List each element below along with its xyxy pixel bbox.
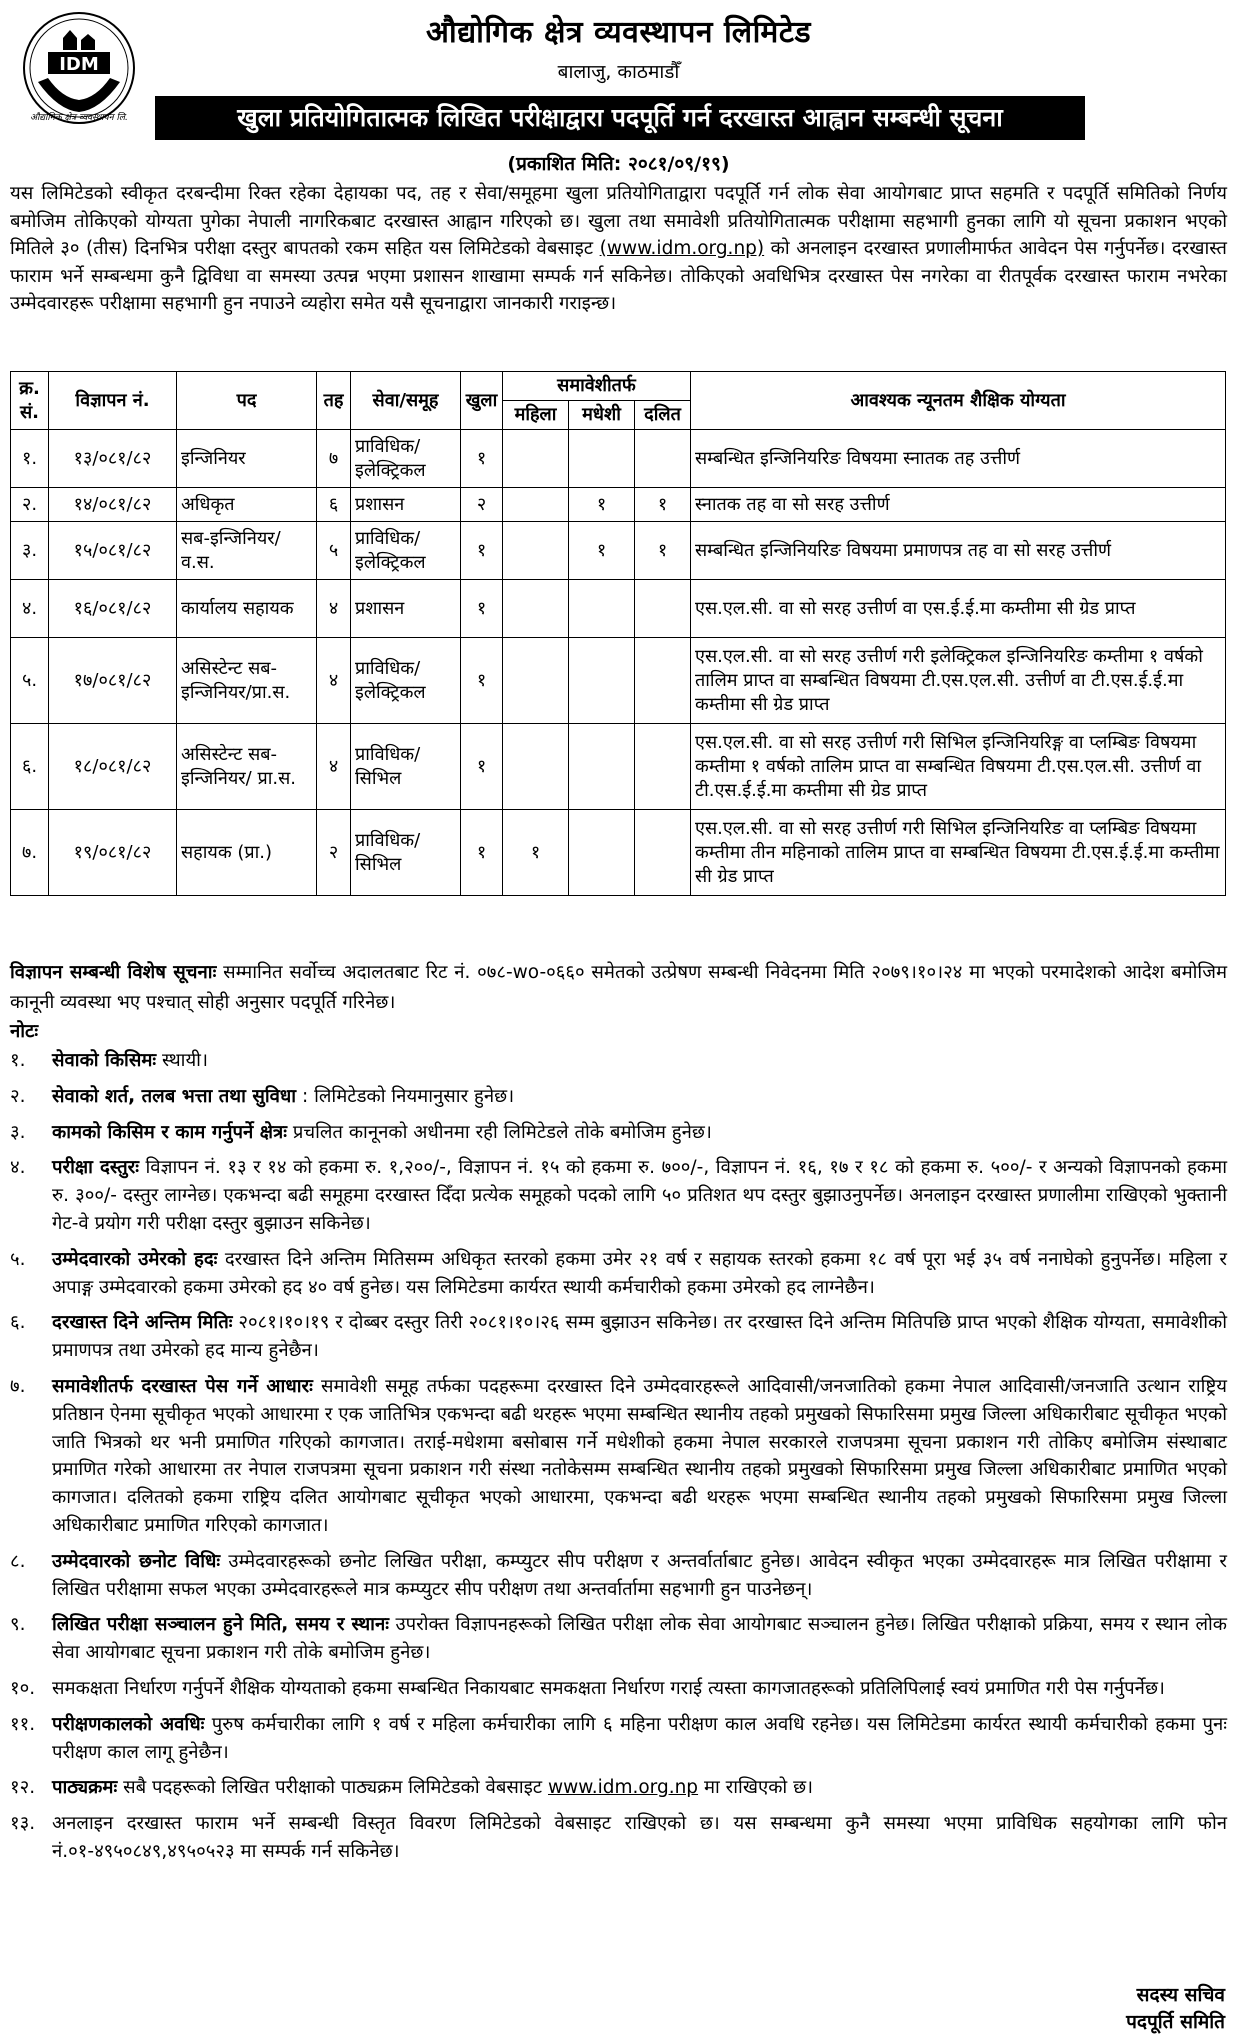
cell-sn: ५.	[11, 638, 49, 724]
syllabus-link[interactable]: www.idm.org.np	[548, 1777, 699, 1799]
intro-text-2: को अनलाइन दरखास्त प्रणालीमार्फत आवेदन पेस गर्नुपर्नेछ। दरखास्त फाराम भर्ने सम्बन्धमा कुनै द्विविधा वा समस्या उत्पन्न भएमा प्रशासन शाखामा सम्पर्क गर्न सकिनेछ। तोकिएको अवधिभित्र दरखास्त पेस नगरेका वा रीतपूर्वक दरखास्त फाराम नभरेका उम्मेदवारहरू परीक्षामा सहभागी हुन नपाउने व्यहोरा समेत यसै सूचनाद्वारा जानकारी गराइन्छ।	[10, 238, 1227, 315]
note-label: सेवाको किसिमः	[52, 1050, 157, 1071]
cell-qualification: सम्बन्धित इन्जिनियरिङ विषयमा स्नातक तह उत्तीर्ण	[691, 430, 1226, 488]
cell-open: १	[461, 638, 503, 724]
note-text: समावेशी समूह तर्फका पदहरूमा दरखास्त दिने उम्मेदवारहरूले आदिवासी/जनजातिको हकमा नेपाल आदिवासी/जनजाति उत्थान राष्ट्रिय प्रतिष्ठान ऐनमा सूचीकृत भएको आधारमा र एक जातिभित्र एकभन्दा बढी थरहरू भएमा सम्बन्धित स्थानीय तहको प्रमुखको सिफारिसमा प्रमुख जिल्ला अधिकारीबाट सूचीकृत भएको जाति भित्रको थर भनी प्रमाणित गरिएको कागजात। तराई-मधेशमा बसोबास गर्ने मधेशीको हकमा नेपाल सरकारले राजपत्रमा सूचना प्रकाशन गरी तोकिए बमोजिम संस्थाबाट प्रमाणित गरेको आधारमा तर नेपाल राजपत्रमा सूचना प्रकाशन गरी संस्था नतोकेसम्म सम्बन्धित स्थानीय तहको प्रमुखको सिफारिसमा प्रमुख जिल्ला अधिकारीबाट प्रमाणित भएको कागजात। दलितको हकमा राष्ट्रिय दलित आयोगबाट सूचीकृत भएको आधारमा, एकभन्दा बढी थरहरू भएमा सम्बन्धित स्थानीय तहको प्रमुखको सिफारिसमा प्रमुख जिल्ला अधिकारीबाट प्रमाणित गरिएको कागजात।	[52, 1375, 1227, 1536]
cell-open: १	[461, 430, 503, 488]
note-number: ५.	[10, 1248, 26, 1270]
note-label: परीक्षा दस्तुरः	[52, 1157, 139, 1179]
signature-block	[1126, 1982, 1225, 2036]
list-item	[10, 1810, 1227, 1866]
note-number: १२.	[10, 1777, 36, 1799]
cell-level: ७	[317, 430, 351, 488]
cell-sn: १.	[11, 430, 49, 488]
note-text: उम्मेदवारहरूको छनोट लिखित परीक्षा, कम्प्युटर सीप परीक्षण र अन्तर्वार्ताबाट हुनेछ। आवेदन स्वीकृत भएका उम्मेदवारहरू मात्र लिखित परीक्षामा र लिखित परीक्षामा सफल भएका उम्मेदवारहरूले मात्र कम्प्युटर सीप परीक्षण तथा अन्तर्वार्तामा सहभागी हुन पाउनेछन्।	[52, 1550, 1227, 1600]
header-madhesi: मधेशी	[569, 401, 635, 430]
cell-sn: ७.	[11, 810, 49, 896]
note-text: स्थायी।	[156, 1050, 208, 1071]
cell-sn: ४.	[11, 580, 49, 638]
cell-ad-no: १६/०८१/८२	[49, 580, 177, 638]
cell-madhesi	[569, 810, 635, 896]
note-number: ६.	[10, 1312, 26, 1334]
note-number: १३.	[10, 1813, 36, 1835]
special-notice-label: विज्ञापन सम्बन्धी विशेष सूचनाः	[10, 962, 217, 983]
publish-date: (प्रकाशित मिति: २०८१/०९/१९)	[507, 153, 730, 175]
list-item	[10, 1154, 1227, 1237]
list-item	[10, 1246, 1227, 1302]
cell-open: २	[461, 488, 503, 522]
cell-ad-no: १५/०८१/८२	[49, 522, 177, 580]
table-row	[11, 488, 1226, 522]
cell-post: इन्जिनियर	[177, 430, 317, 488]
note-text-end: मा राखिएको छ।	[698, 1777, 814, 1799]
note-number: ११.	[10, 1713, 36, 1735]
note-label: उम्मेदवारको छनोट विधिः	[52, 1550, 221, 1572]
notes-list	[10, 1047, 1227, 1874]
note-number: ७.	[10, 1375, 26, 1397]
note-text: २०८१।१०।१९ र दोब्बर दस्तुर तिरी २०८१।१०।२६ सम्म बुझाउन सकिनेछ। तर दरखास्त दिने अन्तिम मितिपछि प्राप्त भएको शैक्षिक योग्यता, समावेशीको प्रमाणपत्र तथा उमेरको हद मान्य हुनेछैन।	[52, 1312, 1227, 1362]
cell-women: १	[503, 810, 569, 896]
table-row	[11, 724, 1226, 810]
cell-ad-no: १९/०८१/८२	[49, 810, 177, 896]
cell-ad-no: १७/०८१/८२	[49, 638, 177, 724]
note-text: अनलाइन दरखास्त फाराम भर्ने सम्बन्धी विस्तृत विवरण लिमिटेडको वेबसाइट राखिएको छ। यस सम्बन्धमा कुनै समस्या भएमा प्राविधिक सहयोगका लागि फोन नं.०१-४९५०८४९,४९५०५२३ मा सम्पर्क गर्न सकिनेछ।	[52, 1813, 1227, 1862]
org-address: बालाजु, काठमाडौँ	[557, 61, 680, 83]
table-row	[11, 638, 1226, 724]
table-row	[11, 810, 1226, 896]
cell-level: ४	[317, 580, 351, 638]
header-post: पद	[177, 372, 317, 430]
cell-madhesi	[569, 580, 635, 638]
note-text: सबै पदहरूको लिखित परीक्षाको पाठ्यक्रम लिमिटेडको वेबसाइट	[117, 1777, 548, 1799]
table-row	[11, 580, 1226, 638]
cell-dalit	[635, 724, 691, 810]
cell-post: असिस्टेन्ट सब-इन्जिनियर/ प्रा.स.	[177, 724, 317, 810]
cell-ad-no: १३/०८१/८२	[49, 430, 177, 488]
list-item	[10, 1611, 1227, 1667]
cell-post: सहायक (प्रा.)	[177, 810, 317, 896]
cell-ad-no: १४/०८१/८२	[49, 488, 177, 522]
note-label: उम्मेदवारको उमेरको हदः	[52, 1248, 218, 1270]
signature-title: सदस्य सचिव	[1136, 1984, 1225, 2006]
list-item	[10, 1373, 1227, 1540]
logo-text: IDM	[59, 54, 99, 75]
note-label: सेवाको शर्त, तलब भत्ता तथा सुविधा	[52, 1085, 297, 1107]
cell-dalit: १	[635, 488, 691, 522]
cell-post: कार्यालय सहायक	[177, 580, 317, 638]
header-dalit: दलित	[635, 401, 691, 430]
cell-qualification: सम्बन्धित इन्जिनियरिङ विषयमा प्रमाणपत्र तह वा सो सरह उत्तीर्ण	[691, 522, 1226, 580]
note-number: ४.	[10, 1157, 26, 1179]
note-text: पुरुष कर्मचारीका लागि १ वर्ष र महिला कर्मचारीका लागि ६ महिना परीक्षण काल अवधि रहनेछ। यस लिमिटेडमा कार्यरत स्थायी कर्मचारीको हकमा पुनः परीक्षण काल लागू हुनेछैन।	[52, 1713, 1227, 1763]
cell-open: १	[461, 724, 503, 810]
cell-level: ४	[317, 724, 351, 810]
cell-dalit	[635, 638, 691, 724]
note-text: समकक्षता निर्धारण गर्नुपर्ने शैक्षिक योग्यताको हकमा सम्बन्धित निकायबाट समकक्षता निर्धारण गराई त्यस्ता कागजातहरूको प्रतिलिपिलाई स्वयं प्रमाणित गरी पेस गर्नुपर्नेछ।	[52, 1677, 1165, 1699]
list-item	[10, 1309, 1227, 1365]
cell-service: प्राविधिक/ इलेक्ट्रिकल	[351, 638, 461, 724]
cell-qualification: एस.एल.सी. वा सो सरह उत्तीर्ण वा एस.ई.ई.मा कम्तीमा सी ग्रेड प्राप्त	[691, 580, 1226, 638]
header-women: महिला	[503, 401, 569, 430]
vacancy-table	[10, 371, 1226, 896]
cell-open: १	[461, 810, 503, 896]
cell-women	[503, 580, 569, 638]
cell-post: असिस्टेन्ट सब-इन्जिनियर/प्रा.स.	[177, 638, 317, 724]
cell-service: प्राविधिक/ सिभिल	[351, 810, 461, 896]
note-text: प्रचलित कानूनको अधीनमा रही लिमिटेडले तोके बमोजिम हुनेछ।	[286, 1121, 712, 1143]
note-text: उपरोक्त विज्ञापनहरूको लिखित परीक्षा लोक सेवा आयोगबाट सञ्चालन हुनेछ। लिखित परीक्षाको प्रक्रिया, समय र स्थान लोक सेवा आयोगबाट सूचना प्रकाशन गरी तोके बमोजिम हुनेछ।	[52, 1614, 1228, 1664]
note-label: समावेशीतर्फ दरखास्त पेस गर्ने आधारः	[52, 1375, 313, 1397]
note-text: : लिमिटेडको नियमानुसार हुनेछ।	[296, 1085, 515, 1107]
cell-dalit	[635, 580, 691, 638]
note-label: दरखास्त दिने अन्तिम मितिः	[52, 1312, 233, 1334]
table-row	[11, 430, 1226, 488]
intro-text-1: यस लिमिटेडको स्वीकृत दरबन्दीमा रिक्त रहेका देहायका पद, तह र सेवा/समूहमा खुला प्रतियोगिताद्वारा पदपूर्ति गर्न लोक सेवा आयोगबाट प्राप्त सहमति र पदपूर्ति समितिको निर्णय बमोजिम तोकिएको योग्यता पुगेका नेपाली नागरिकबाट दरखास्त आह्वान गरिएको छ। खुला तथा समावेशी प्रतियोगितात्मक परीक्षामा सहभागी हुनका लागि यो सूचना प्रकाशन भएको मितिले ३० (तीस) दिनभित्र परीक्षा दस्तुर बापतको रकम सहित यस लिमिटेडको वेबसाइट	[10, 183, 1227, 260]
cell-qualification: एस.एल.सी. वा सो सरह उत्तीर्ण गरी इलेक्ट्रिकल इन्जिनियरिङ कम्तीमा १ वर्षको तालिम प्राप्त वा सम्बन्धित विषयमा टी.एस.एल.सी. उत्तीर्ण वा टी.एस.ई.ई.मा कम्तीमा सी ग्रेड प्राप्त	[691, 638, 1226, 724]
cell-dalit	[635, 810, 691, 896]
list-item	[10, 1119, 1227, 1147]
list-item	[10, 1083, 1227, 1111]
signature-committee: पदपूर्ति समिति	[1126, 2011, 1225, 2033]
note-label: लिखित परीक्षा सञ्चालन हुने मिति, समय र स्थानः	[52, 1614, 389, 1636]
cell-level: ५	[317, 522, 351, 580]
cell-women	[503, 638, 569, 724]
note-text: विज्ञापन नं. १३ र १४ को हकमा रु. १,२००/-, विज्ञापन नं. १५ को हकमा रु. ७००/-, विज्ञापन नं. १६, १७ र १८ को हकमा रु. ५००/- र अन्यको विज्ञापनको हकमा रु. ३००/- दस्तुर लाग्नेछ। एकभन्दा बढी समूहमा दरखास्त दिँदा प्रत्येक समूहको पदको लागि ५० प्रतिशत थप दस्तुर बुझाउनुपर्नेछ। अनलाइन दरखास्त प्रणालीमा राखिएको भुक्तानी गेट-वे प्रयोग गरी परीक्षा दस्तुर बुझाउन सकिनेछ।	[52, 1157, 1227, 1234]
table-row	[11, 522, 1226, 580]
note-text: दरखास्त दिने अन्तिम मितिसम्म अधिकृत स्तरको हकमा उमेर २१ वर्ष र सहायक स्तरको हकमा १८ वर्ष पूरा भई ३५ वर्ष ननाघेको हुनुपर्नेछ। महिला र अपाङ्ग उम्मेदवारको हकमा उमेरको हद ४० वर्ष हुनेछ। यस लिमिटेडमा कार्यरत स्थायी कर्मचारीको हकमा उमेरको हद लाग्नेछैन।	[52, 1248, 1227, 1298]
special-notice-text: सम्मानित सर्वोच्च अदालतबाट रिट नं. ०७८-wo-०६६० समेतको उत्प्रेषण सम्बन्धी निवेदनमा मिति २०७९।१०।२४ मा भएको परमादेशको आदेश बमोजिम कानूनी व्यवस्था भए पश्चात् सोही अनुसार पदपूर्ति गरिनेछ।	[10, 962, 1228, 1013]
list-item	[10, 1675, 1227, 1703]
note-label: कामको किसिम र काम गर्नुपर्ने क्षेत्रः	[52, 1121, 287, 1143]
cell-ad-no: १८/०८१/८२	[49, 724, 177, 810]
header-sn: क्र. सं.	[11, 372, 49, 430]
notes-heading: नोटः	[10, 1021, 39, 1042]
note-number: २.	[10, 1085, 26, 1107]
cell-service: प्रशासन	[351, 488, 461, 522]
cell-level: ६	[317, 488, 351, 522]
note-number: १.	[10, 1050, 26, 1071]
list-item	[10, 1047, 1227, 1075]
note-number: १०.	[10, 1677, 36, 1699]
cell-madhesi	[569, 430, 635, 488]
cell-open: १	[461, 522, 503, 580]
header-level: तह	[317, 372, 351, 430]
cell-women	[503, 724, 569, 810]
list-item	[10, 1711, 1227, 1767]
cell-women	[503, 430, 569, 488]
note-number: ९.	[10, 1614, 26, 1636]
list-item	[10, 1774, 1227, 1802]
note-number: ८.	[10, 1550, 26, 1572]
header-open: खुला	[461, 372, 503, 430]
header-qualification: आवश्यक न्यूनतम शैक्षिक योग्यता	[691, 372, 1226, 430]
note-number: ३.	[10, 1121, 26, 1143]
note-label: परीक्षणकालको अवधिः	[52, 1713, 205, 1735]
logo-caption: औद्योगिक क्षेत्र व्यवस्थापन लि.	[30, 113, 128, 123]
note-label: पाठ्यक्रमः	[52, 1777, 118, 1799]
org-title: औद्योगिक क्षेत्र व्यवस्थापन लिमिटेड	[426, 15, 811, 50]
cell-dalit: १	[635, 522, 691, 580]
special-notice	[10, 958, 1227, 1018]
cell-service: प्राविधिक/ सिभिल	[351, 724, 461, 810]
cell-qualification: स्नातक तह वा सो सरह उत्तीर्ण	[691, 488, 1226, 522]
cell-qualification: एस.एल.सी. वा सो सरह उत्तीर्ण गरी सिभिल इन्जिनियरिङ वा प्लम्बिङ विषयमा कम्तीमा तीन महिनाको तालिम प्राप्त वा सम्बन्धित विषयमा टी.एस.ई.ई.मा कम्तीमा सी ग्रेड प्राप्त	[691, 810, 1226, 896]
cell-sn: २.	[11, 488, 49, 522]
cell-women	[503, 488, 569, 522]
cell-dalit	[635, 430, 691, 488]
cell-sn: ६.	[11, 724, 49, 810]
cell-qualification: एस.एल.सी. वा सो सरह उत्तीर्ण गरी सिभिल इन्जिनियरिङ्ग वा प्लम्बिङ विषयमा कम्तीमा १ वर्षको तालिम प्राप्त वा सम्बन्धित विषयमा टी.एस.एल.सी. उत्तीर्ण वा टी.एस.ई.ई.मा कम्तीमा सी ग्रेड प्राप्त	[691, 724, 1226, 810]
cell-women	[503, 522, 569, 580]
website-link[interactable]: (www.idm.org.np)	[599, 238, 765, 260]
cell-level: ४	[317, 638, 351, 724]
list-item	[10, 1548, 1227, 1604]
cell-service: प्राविधिक/ इलेक्ट्रिकल	[351, 430, 461, 488]
cell-service: प्राविधिक/ इलेक्ट्रिकल	[351, 522, 461, 580]
cell-level: २	[317, 810, 351, 896]
cell-open: १	[461, 580, 503, 638]
header-ad-no: विज्ञापन नं.	[49, 372, 177, 430]
cell-post: अधिकृत	[177, 488, 317, 522]
header-inclusive: समावेशीतर्फ	[503, 372, 691, 401]
notice-title: खुला प्रतियोगितात्मक लिखित परीक्षाद्वारा पदपूर्ति गर्न दरखास्त आह्वान सम्बन्धी सूचना	[155, 96, 1085, 140]
cell-madhesi	[569, 724, 635, 810]
cell-madhesi: १	[569, 522, 635, 580]
cell-service: प्रशासन	[351, 580, 461, 638]
cell-madhesi: १	[569, 488, 635, 522]
cell-sn: ३.	[11, 522, 49, 580]
intro-paragraph	[10, 180, 1227, 318]
header-service: सेवा/समूह	[351, 372, 461, 430]
cell-madhesi	[569, 638, 635, 724]
cell-post: सब-इन्जिनियर/ व.स.	[177, 522, 317, 580]
